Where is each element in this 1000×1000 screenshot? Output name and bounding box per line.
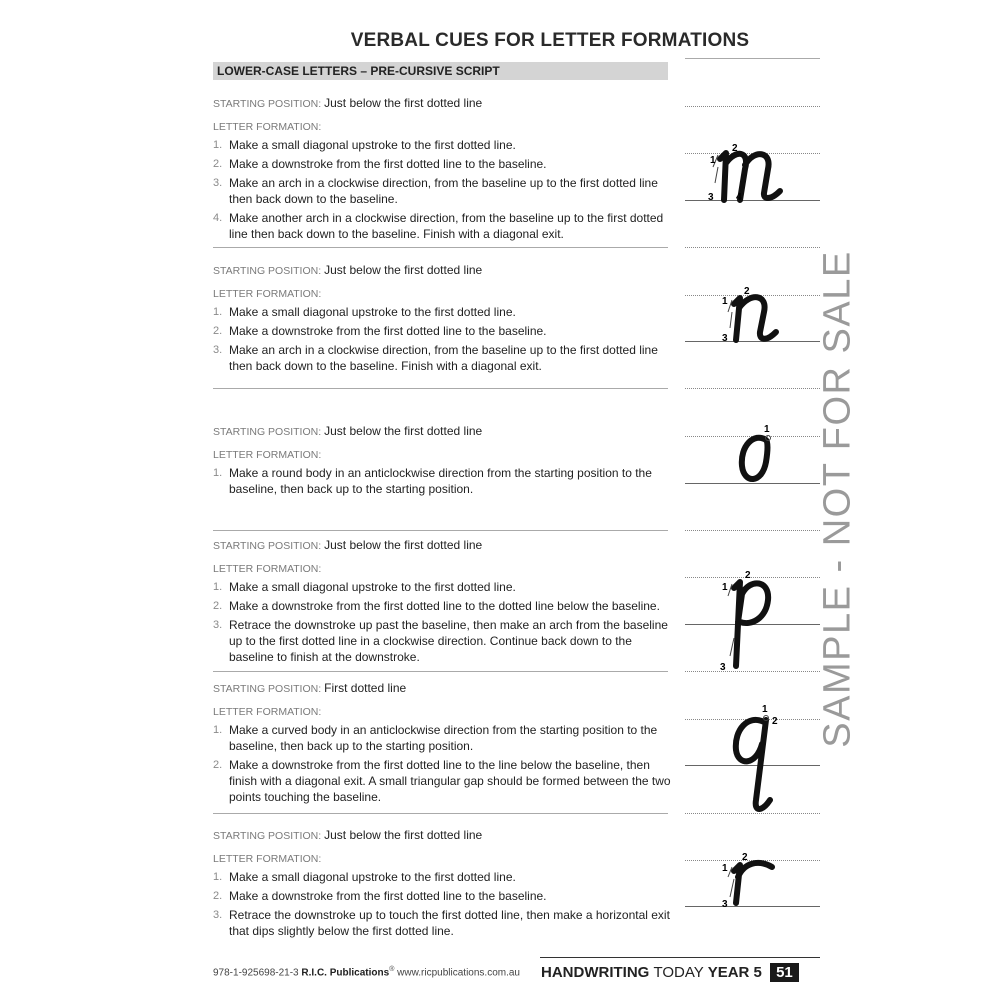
step-item: 1. Make a small diagonal upstroke to the first dotted line. (213, 305, 516, 319)
step-item: 2. Make a downstroke from the first dotted line to the baseline. (213, 324, 547, 338)
section-divider (213, 671, 668, 672)
section-divider (213, 813, 668, 814)
step-item: 1. Make a round body in an anticlockwise direction from the starting position to the baseline, then back up to the starting position. (213, 466, 652, 496)
letter-o-illustration (690, 420, 820, 490)
letter-formation-label: LETTER FORMATION: (213, 449, 322, 461)
stroke-marker: 2 (742, 852, 748, 863)
stroke-marker: 1 (722, 582, 728, 593)
stroke-marker: 2 (772, 716, 778, 727)
publisher-website: www.ricpublications.com.au (397, 967, 520, 979)
step-item: 1. Make a small diagonal upstroke to the first dotted line. (213, 138, 516, 152)
guide-dotted-line (685, 388, 820, 389)
starting-position: STARTING POSITION: Just below the first dotted line (213, 828, 483, 842)
letter-section-m (213, 96, 673, 242)
guide-dotted-line (685, 530, 820, 531)
stroke-marker: 2 (744, 286, 750, 297)
step-item: 1. Make a curved body in an anticlockwise direction from the starting position to the baseline, then back up to the starting position. (213, 723, 658, 753)
stroke-marker: 1 (762, 704, 768, 715)
stroke-marker: 1 (764, 424, 770, 435)
starting-position: STARTING POSITION: Just below the first dotted line (213, 424, 483, 438)
step-item: 1. Make a small diagonal upstroke to the first dotted line. (213, 870, 516, 884)
letter-m-illustration (690, 135, 820, 210)
step-item: 3. Make an arch in a clockwise direction, from the baseline up to the first dotted line then back down to the baseline. (213, 176, 658, 206)
section-divider (213, 530, 668, 531)
footer-rule (540, 957, 820, 958)
letter-p-illustration (690, 566, 820, 676)
starting-position: STARTING POSITION: First dotted line (213, 681, 407, 695)
stroke-marker: 1 (722, 863, 728, 874)
stroke-marker: 3 (722, 899, 728, 910)
step-item: 3. Make an arch in a clockwise direction, from the baseline up to the first dotted line then back down to the baseline. Finish with a diagonal exit. (213, 343, 658, 373)
watermark-text: SAMPLE - NOT FOR SALE (816, 250, 859, 748)
registered-mark: ® (389, 966, 395, 973)
step-item: 4. Make another arch in a clockwise direction, from the baseline up to the first dotted line then back down to the baseline. Finish with a diagonal exit. (213, 211, 664, 241)
letter-formation-label: LETTER FORMATION: (213, 853, 322, 865)
footer-publisher-info (213, 966, 520, 978)
starting-position: STARTING POSITION: Just below the first dotted line (213, 538, 483, 552)
letter-section-o (213, 424, 673, 497)
letter-section-q (213, 681, 673, 805)
starting-position-text: Just below the first dotted line (324, 424, 483, 438)
letter-formation-label: LETTER FORMATION: (213, 121, 322, 133)
letter-formation-label: LETTER FORMATION: (213, 288, 322, 300)
publisher-name: R.I.C. Publications (301, 967, 390, 979)
step-item: 3. Retrace the downstroke up to touch the first dotted line, then make a horizontal exit that dips slightly below the first dotted line. (213, 908, 670, 938)
stroke-marker: 1 (722, 296, 728, 307)
step-item: 2. Make a downstroke from the first dotted line to the line below the baseline, then finish with a diagonal exit. A small triangular gap should be formed between the two points touching the baseline. (213, 758, 671, 804)
stroke-marker: 2 (745, 570, 751, 581)
footer-series (541, 963, 799, 982)
letter-formation-label: LETTER FORMATION: (213, 563, 322, 575)
letter-section-p (213, 538, 673, 665)
starting-position-text: First dotted line (324, 681, 407, 695)
series-subname: TODAY (653, 964, 704, 981)
stroke-marker: 4 (736, 192, 742, 203)
step-item: 2. Make a downstroke from the first dotted line to the dotted line below the baseline. (213, 599, 660, 613)
step-item: 1. Make a small diagonal upstroke to the first dotted line. (213, 580, 516, 594)
stroke-marker: 3 (708, 192, 714, 203)
letter-formation-label: LETTER FORMATION: (213, 706, 322, 718)
stroke-marker: 2 (732, 143, 738, 154)
section-divider (213, 247, 668, 248)
stroke-marker: 1 (710, 155, 716, 166)
stroke-marker: 3 (722, 333, 728, 344)
letter-section-n (213, 263, 673, 374)
step-item: 3. Retrace the downstroke up past the baseline, then make an arch from the baseline up to the first dotted line in a clockwise direction. Continue back down to the baseline to finish at the downstroke. (213, 618, 668, 664)
step-item: 2. Make a downstroke from the first dotted line to the baseline. (213, 889, 547, 903)
isbn: 978-1-925698-21-3 (213, 967, 299, 979)
page-number: 51 (770, 963, 799, 982)
letter-section-r (213, 828, 673, 939)
stroke-marker: 3 (720, 662, 726, 673)
starting-position-text: Just below the first dotted line (324, 538, 483, 552)
starting-position-text: Just below the first dotted line (324, 828, 483, 842)
starting-position-text: Just below the first dotted line (324, 263, 483, 277)
starting-position-text: Just below the first dotted line (324, 96, 483, 110)
guide-dotted-line (685, 106, 820, 107)
section-divider (213, 388, 668, 389)
series-name: HANDWRITING (541, 964, 650, 981)
starting-position: STARTING POSITION: Just below the first dotted line (213, 96, 483, 110)
starting-position: STARTING POSITION: Just below the first dotted line (213, 263, 483, 277)
page-title: VERBAL CUES FOR LETTER FORMATIONS (350, 30, 750, 51)
step-item: 2. Make a downstroke from the first dotted line to the baseline. (213, 157, 547, 171)
year-level: YEAR 5 (707, 964, 762, 981)
guide-dotted-line (685, 247, 820, 248)
guide-top-line (685, 58, 820, 59)
letter-q-illustration (690, 700, 820, 818)
letter-r-illustration (690, 845, 820, 913)
letter-n-illustration (690, 278, 820, 350)
section-subheading: LOWER-CASE LETTERS – PRE-CURSIVE SCRIPT (213, 62, 668, 80)
